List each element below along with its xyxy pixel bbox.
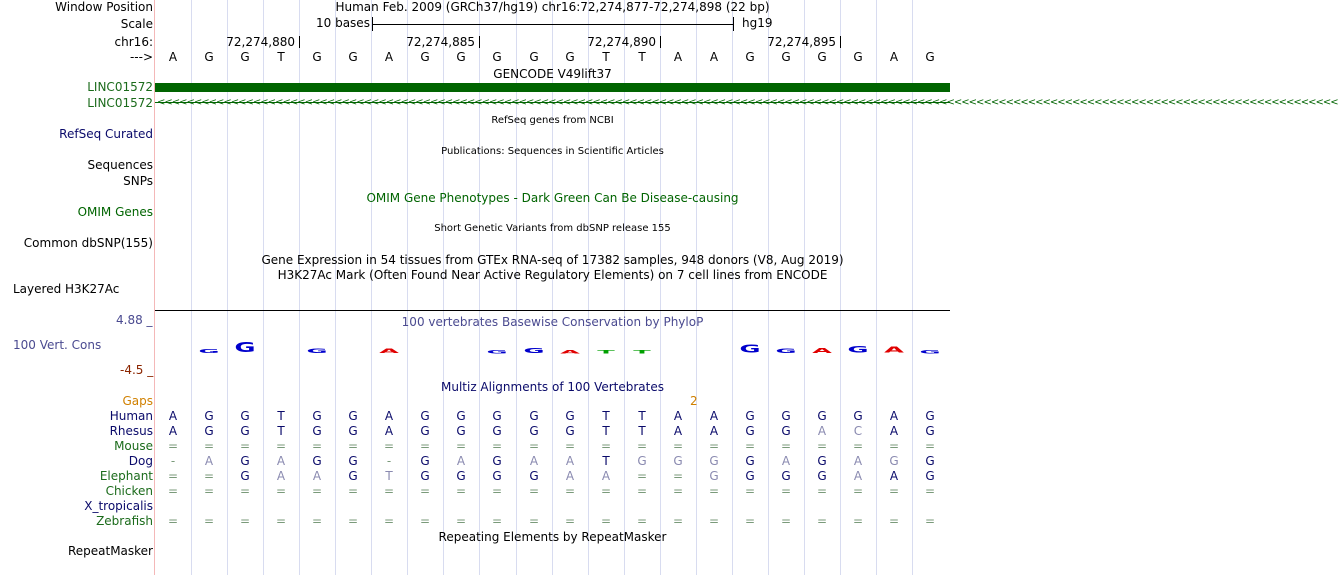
conservation-glyph-letter: G (486, 349, 508, 355)
alignment-base: G (240, 469, 250, 483)
alignment-base: = (708, 439, 720, 453)
alignment-base: G (637, 454, 647, 468)
alignment-base: = (455, 484, 467, 498)
window-position-label: Window Position (55, 0, 153, 14)
species-label-chicken[interactable]: Chicken (105, 484, 153, 498)
conservation-glyph (482, 350, 512, 354)
alignment-base: G (456, 469, 466, 483)
conservation-glyph-letter: T (633, 349, 651, 355)
conservation-glyph-letter: G (919, 349, 941, 355)
sequences-label[interactable]: Sequences (87, 158, 153, 172)
alignment-base: = (239, 439, 251, 453)
alignment-base: A (276, 469, 286, 483)
alignment-base: = (708, 514, 720, 528)
alignment-base: = (383, 439, 395, 453)
sequence-base: G (853, 50, 863, 64)
species-label-x_tropicalis[interactable]: X_tropicalis (84, 499, 153, 513)
coordinate-tick (299, 36, 300, 48)
alignment-base: G (529, 469, 539, 483)
species-label-mouse[interactable]: Mouse (114, 439, 153, 453)
species-label-zebrafish[interactable]: Zebrafish (96, 514, 153, 528)
alignment-base: = (636, 469, 648, 483)
layered-h3k27ac-label[interactable]: Layered H3K27Ac (13, 282, 120, 296)
alignment-base: = (636, 484, 648, 498)
sequence-base: A (889, 50, 899, 64)
conservation-glyph (194, 349, 224, 354)
alignment-base: G (312, 424, 322, 438)
gaps-label[interactable]: Gaps (122, 394, 153, 408)
alignment-base: G (312, 409, 322, 423)
alignment-base: = (816, 514, 828, 528)
alignment-base: G (925, 454, 935, 468)
alignment-base: A (456, 454, 466, 468)
omim-genes-label[interactable]: OMIM Genes (77, 205, 153, 219)
repeatmasker-track-title: Repeating Elements by RepeatMasker (438, 530, 667, 544)
sequence-base: T (602, 50, 610, 64)
alignment-base: = (419, 439, 431, 453)
sequence-base: G (348, 50, 358, 64)
coordinate-tick (479, 36, 480, 48)
conservation-glyph-letter: A (560, 349, 580, 355)
alignment-base: G (709, 454, 719, 468)
alignment-base: = (383, 484, 395, 498)
alignment-base: = (888, 439, 900, 453)
alignment-base: A (312, 469, 322, 483)
conservation-glyph (555, 350, 585, 354)
alignment-base: G (817, 469, 827, 483)
publications-track-title: Publications: Sequences in Scientific Articles (441, 146, 664, 157)
sequence-base: G (312, 50, 322, 64)
conservation-glyph-letter: A (379, 347, 399, 355)
cons-min-value: -4.5 _ (120, 363, 154, 377)
sequence-base: G (781, 50, 791, 64)
species-label-rhesus[interactable]: Rhesus (109, 424, 153, 438)
species-label-dog[interactable]: Dog (128, 454, 153, 468)
alignment-base: = (491, 514, 503, 528)
alignment-base: G (925, 469, 935, 483)
conservation-glyph (735, 343, 765, 354)
sequence-base: G (745, 50, 755, 64)
alignment-base: = (564, 484, 576, 498)
alignment-base: = (564, 514, 576, 528)
alignment-base: A (673, 409, 683, 423)
sequence-base: A (673, 50, 683, 64)
scale-label: Scale (120, 17, 153, 31)
common-dbsnp-label[interactable]: Common dbSNP(155) (23, 236, 153, 250)
conservation-glyph (843, 345, 873, 354)
gap-count: 2 (690, 394, 698, 408)
alignment-base: G (745, 409, 755, 423)
alignment-base: = (239, 514, 251, 528)
alignment-base: = (347, 514, 359, 528)
sequence-base: G (529, 50, 539, 64)
conservation-glyph (374, 348, 404, 354)
alignment-base: = (275, 514, 287, 528)
conservation-glyph-letter: T (597, 349, 615, 355)
alignment-base: A (781, 454, 791, 468)
conservation-glyph (915, 350, 945, 354)
alignment-base: = (455, 439, 467, 453)
alignment-base: = (924, 514, 936, 528)
sequence-base: G (204, 50, 214, 64)
alignment-base: T (385, 469, 393, 483)
species-label-human[interactable]: Human (109, 409, 153, 423)
alignment-base: = (852, 514, 864, 528)
alignment-base: A (889, 424, 899, 438)
alignment-base: T (602, 409, 610, 423)
conservation-glyph (807, 347, 837, 354)
alignment-base: G (889, 454, 899, 468)
alignment-base: G (817, 409, 827, 423)
alignment-base: G (492, 469, 502, 483)
alignment-base: G (492, 454, 502, 468)
gene-label-linc01572-1[interactable]: LINC01572 (87, 80, 153, 94)
coordinate-tick (840, 36, 841, 48)
alignment-base: A (673, 424, 683, 438)
alignment-base: = (744, 439, 756, 453)
alignment-base: = (780, 484, 792, 498)
omim-track-title: OMIM Gene Phenotypes - Dark Green Can Be Disease-causing (366, 191, 739, 205)
alignment-base: G (240, 454, 250, 468)
alignment-base: = (203, 514, 215, 528)
sequence-base: G (925, 50, 935, 64)
conservation-glyph-letter: A (884, 345, 904, 355)
gene-bar-linc01572-1[interactable] (155, 83, 950, 92)
conservation-glyph (230, 341, 260, 354)
alignment-base: T (602, 424, 610, 438)
alignment-base: G (745, 454, 755, 468)
sequence-base: G (817, 50, 827, 64)
alignment-base: G (781, 469, 791, 483)
alignment-base: - (386, 454, 392, 468)
alignment-base: = (167, 484, 179, 498)
alignment-base: = (852, 484, 864, 498)
alignment-base: G (312, 454, 322, 468)
vert-cons-label[interactable]: 100 Vert. Cons (13, 338, 102, 352)
sequence-base: G (492, 50, 502, 64)
alignment-base: G (456, 409, 466, 423)
alignment-base: G (420, 469, 430, 483)
conservation-glyph (302, 348, 332, 354)
alignment-base: G (204, 424, 214, 438)
sequence-base: A (709, 50, 719, 64)
alignment-base: G (204, 409, 214, 423)
coordinate-label: 72,274,890 (587, 35, 656, 49)
alignment-base: = (744, 514, 756, 528)
alignment-base: T (638, 409, 646, 423)
coordinate-tick (660, 36, 661, 48)
alignment-base: A (384, 409, 394, 423)
alignment-base: = (888, 514, 900, 528)
alignment-base: G (817, 454, 827, 468)
coordinate-label: 72,274,895 (767, 35, 836, 49)
alignment-base: = (672, 514, 684, 528)
alignment-base: = (383, 514, 395, 528)
alignment-base: = (528, 439, 540, 453)
conservation-glyph-letter: A (812, 346, 832, 355)
alignment-base: = (708, 484, 720, 498)
alignment-base: = (311, 484, 323, 498)
scale-text: 10 bases (316, 16, 370, 30)
scale-bar-right-tick (733, 17, 734, 31)
sequence-base: G (240, 50, 250, 64)
scale-bar-left-tick (372, 17, 373, 31)
alignment-base: A (276, 454, 286, 468)
phylop-track-title: 100 vertebrates Basewise Conservation by PhyloP (401, 315, 704, 329)
alignment-base: = (167, 514, 179, 528)
conservation-glyph (591, 350, 621, 354)
h3k27ac-baseline (155, 310, 950, 311)
conservation-glyph-letter: G (775, 347, 797, 355)
conservation-glyph-letter: G (198, 348, 220, 355)
alignment-base: = (672, 484, 684, 498)
alignment-base: = (780, 439, 792, 453)
alignment-base: A (601, 469, 611, 483)
alignment-base: G (709, 469, 719, 483)
alignment-base: = (239, 484, 251, 498)
alignment-base: G (240, 424, 250, 438)
alignment-base: C (853, 424, 863, 438)
repeatmasker-label[interactable]: RepeatMasker (67, 544, 153, 558)
alignment-base: = (672, 439, 684, 453)
alignment-base: G (565, 409, 575, 423)
refseq-track-title: RefSeq genes from NCBI (491, 115, 614, 126)
alignment-base: = (311, 514, 323, 528)
gene-label-linc01572-2[interactable]: LINC01572 (87, 96, 153, 110)
conservation-glyph-letter: G (306, 347, 328, 355)
alignment-base: G (420, 409, 430, 423)
alignment-base: G (529, 424, 539, 438)
sequence-base: A (384, 50, 394, 64)
alignment-base: = (347, 484, 359, 498)
alignment-base: = (419, 514, 431, 528)
alignment-base: G (853, 409, 863, 423)
alignment-base: - (170, 454, 176, 468)
gtex-track-title: Gene Expression in 54 tissues from GTEx RNA-seq of 17382 samples, 948 donors (V8, Aug 2019) (261, 253, 844, 267)
alignment-base: G (529, 409, 539, 423)
alignment-base: = (600, 514, 612, 528)
alignment-base: = (564, 439, 576, 453)
alignment-base: A (565, 469, 575, 483)
strand-chevrons: <<<<<<<<<<<<<<<<<<<<<<<<<<<<<<<<<<<<<<<<<<<<<<<<<<<<<<<<<<<<<<<<<<<<<<<<<<<<<<<<<<<<<<<<<<<<<<<<<<<<<<<<<<<<<<<<<<<<<<<<<<<<<<<<<<<<<<<<<<<<<<<<<<<<<<<<<<<<<<<< (157, 97, 1338, 108)
alignment-base: A (565, 454, 575, 468)
conservation-glyph-letter: G (739, 341, 761, 356)
alignment-base: = (455, 514, 467, 528)
alignment-base: A (709, 409, 719, 423)
alignment-base: = (600, 439, 612, 453)
alignment-base: A (853, 469, 863, 483)
alignment-base: G (781, 409, 791, 423)
alignment-base: G (925, 409, 935, 423)
alignment-base: G (565, 424, 575, 438)
conservation-glyph-letter: G (847, 344, 869, 355)
alignment-base: = (167, 469, 179, 483)
alignment-base: T (638, 424, 646, 438)
alignment-base: = (600, 484, 612, 498)
h3k27ac-track-title: H3K27Ac Mark (Often Found Near Active Regulatory Elements) on 7 cell lines from ENCODE (277, 268, 828, 282)
scale-db: hg19 (742, 16, 773, 30)
alignment-base: = (816, 484, 828, 498)
scale-bar (372, 24, 733, 25)
alignment-base: = (672, 469, 684, 483)
alignment-base: = (347, 439, 359, 453)
alignment-base: = (203, 439, 215, 453)
alignment-base: = (852, 439, 864, 453)
sequence-base: G (456, 50, 466, 64)
conservation-glyph (771, 348, 801, 354)
alignment-base: A (889, 469, 899, 483)
alignment-base: G (420, 454, 430, 468)
alignment-base: T (277, 409, 285, 423)
multiz-track-title: Multiz Alignments of 100 Vertebrates (440, 380, 665, 394)
alignment-base: G (240, 409, 250, 423)
alignment-base: = (924, 484, 936, 498)
alignment-base: G (348, 409, 358, 423)
dbsnp-track-title: Short Genetic Variants from dbSNP release 155 (434, 223, 671, 234)
snps-label[interactable]: SNPs (123, 174, 153, 188)
conservation-glyph (519, 347, 549, 354)
alignment-base: = (528, 484, 540, 498)
alignment-base: A (853, 454, 863, 468)
alignment-base: G (348, 424, 358, 438)
alignment-base: = (924, 439, 936, 453)
alignment-base: = (636, 514, 648, 528)
alignment-base: = (203, 469, 215, 483)
coordinate-label: 72,274,880 (226, 35, 295, 49)
alignment-base: G (745, 469, 755, 483)
alignment-base: = (528, 514, 540, 528)
alignment-base: G (348, 469, 358, 483)
alignment-base: A (529, 454, 539, 468)
gencode-track-title: GENCODE V49lift37 (493, 67, 612, 81)
alignment-base: G (420, 424, 430, 438)
alignment-base: A (889, 409, 899, 423)
chrom-label: chr16: (114, 35, 153, 49)
strand-arrow-label: ---> (129, 50, 153, 64)
conservation-glyph (879, 346, 909, 354)
alignment-base: G (745, 424, 755, 438)
alignment-base: G (673, 454, 683, 468)
cons-max-value: 4.88 _ (116, 313, 153, 327)
species-label-elephant[interactable]: Elephant (99, 469, 153, 483)
alignment-base: = (311, 439, 323, 453)
alignment-base: A (204, 454, 214, 468)
alignment-base: = (491, 439, 503, 453)
alignment-base: = (275, 439, 287, 453)
sequence-base: T (277, 50, 285, 64)
alignment-base: A (168, 409, 178, 423)
conservation-glyph (627, 350, 657, 354)
alignment-base: G (348, 454, 358, 468)
alignment-base: = (636, 439, 648, 453)
alignment-base: = (203, 484, 215, 498)
alignment-base: T (277, 424, 285, 438)
conservation-glyph-letter: G (523, 346, 545, 355)
sequence-base: T (638, 50, 646, 64)
window-position-value: Human Feb. 2009 (GRCh37/hg19) chr16:72,274,877-72,274,898 (22 bp) (335, 0, 770, 14)
alignment-base: G (456, 424, 466, 438)
sequence-base: A (168, 50, 178, 64)
conservation-glyph-letter: G (234, 339, 256, 356)
alignment-base: = (419, 484, 431, 498)
alignment-base: T (602, 454, 610, 468)
alignment-base: A (709, 424, 719, 438)
alignment-base: = (491, 484, 503, 498)
alignment-base: A (168, 424, 178, 438)
alignment-base: = (780, 514, 792, 528)
alignment-base: = (816, 439, 828, 453)
alignment-base: G (925, 424, 935, 438)
coordinate-label: 72,274,885 (406, 35, 475, 49)
alignment-base: G (781, 424, 791, 438)
sequence-base: G (420, 50, 430, 64)
alignment-base: A (384, 424, 394, 438)
alignment-base: = (744, 484, 756, 498)
alignment-base: = (275, 484, 287, 498)
alignment-base: A (817, 424, 827, 438)
alignment-base: = (888, 484, 900, 498)
sequence-base: G (565, 50, 575, 64)
refseq-curated-label[interactable]: RefSeq Curated (59, 127, 153, 141)
alignment-base: = (167, 439, 179, 453)
alignment-base: G (492, 409, 502, 423)
alignment-base: G (492, 424, 502, 438)
